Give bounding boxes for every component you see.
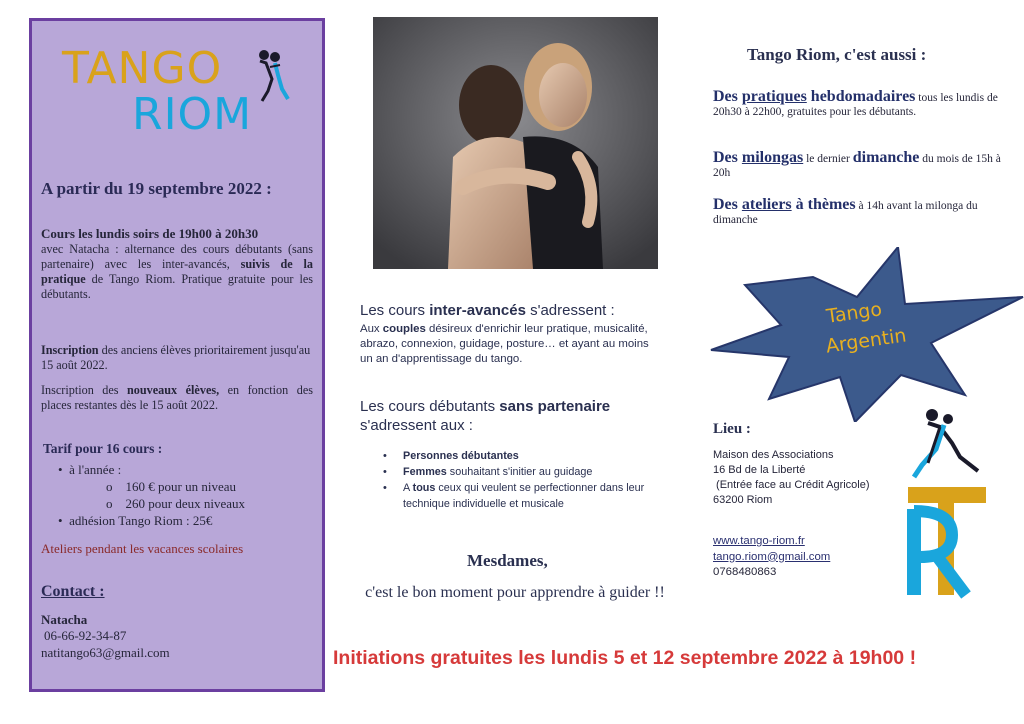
inter-advanced-heading: Les cours inter-avancés s'adressent : bbox=[360, 302, 615, 319]
milongas: Des milongas le dernier dimanche du mois de 15h à 20h bbox=[713, 149, 1001, 179]
list-item: • à l'année : bbox=[58, 462, 122, 477]
logo-riom-text: RIOM bbox=[132, 89, 253, 140]
list-item: o 260 pour deux niveaux bbox=[106, 496, 246, 511]
start-date-heading: A partir du 19 septembre 2022 : bbox=[41, 179, 272, 198]
tango-argentin-star bbox=[705, 247, 1024, 422]
inscription-old-students: Inscription des anciens élèves prioritairement jusqu'au 15 août 2022. bbox=[41, 343, 311, 372]
tarif-heading: Tarif pour 16 cours : bbox=[43, 441, 163, 456]
courses-description: Cours les lundis soirs de 19h00 à 20h30 avec Natacha : alternance des cours débutants (sans partenaire) avec les inter-avancés, suivis de la pratique de Tango Riom. Pratique gratuite pour les débutants. bbox=[41, 226, 313, 301]
dancers-icon bbox=[242, 45, 297, 105]
mesdames-message: c'est le bon moment pour apprendre à guider !! bbox=[365, 584, 665, 601]
email-link[interactable]: tango.riom@gmail.com bbox=[713, 550, 831, 563]
list-item: o 160 € pour un niveau bbox=[106, 479, 236, 494]
rt-logo bbox=[900, 405, 995, 600]
weekly-practices: Des pratiques hebdomadaires tous les lundis de 20h30 à 22h00, gratuites pour les débutants. bbox=[713, 88, 998, 118]
website-link[interactable]: www.tango-riom.fr bbox=[713, 535, 805, 547]
contact-phone[interactable]: 06-66-92-34-87 bbox=[44, 628, 127, 643]
list-item: • Personnes débutantes bbox=[383, 448, 663, 464]
beginners-list bbox=[383, 448, 663, 512]
themed-workshops: Des ateliers à thèmes à 14h avant la milonga du dimanche bbox=[713, 196, 978, 226]
inter-advanced-description: Aux couples désireux d'enrichir leur pratique, musicalité, abrazo, connexion, guidage, posture… et ayant au moins un an d'apprentissage du tango. bbox=[360, 323, 649, 365]
list-item: • adhésion Tango Riom : 25€ bbox=[58, 513, 213, 528]
contact-links bbox=[713, 534, 830, 581]
holiday-workshops-note: Ateliers pendant les vacances scolaires bbox=[41, 541, 244, 556]
location-address: Maison des Associations 16 Bd de la Liberté (Entrée face au Crédit Agricole) 63200 Riom bbox=[713, 449, 870, 506]
list-item: • A tous ceux qui veulent se perfectionner dans leur technique individuelle et musicale bbox=[383, 480, 663, 512]
free-initiations-banner: Initiations gratuites les lundis 5 et 12 septembre 2022 à 19h00 ! bbox=[333, 647, 917, 669]
location-heading: Lieu : bbox=[713, 421, 751, 437]
info-panel bbox=[29, 18, 325, 692]
phone-number: 0768480863 bbox=[713, 566, 777, 578]
contact-heading: Contact : bbox=[41, 583, 105, 600]
tango-riom-logo bbox=[62, 43, 292, 163]
logo-tango-text: TANGO bbox=[62, 43, 223, 94]
tarif-list bbox=[58, 461, 245, 529]
beginners-heading: Les cours débutants sans partenaire s'adressent aux : bbox=[360, 398, 611, 434]
list-item: • Femmes souhaitant s'initier au guidage bbox=[383, 464, 663, 480]
contact-name: Natacha bbox=[41, 612, 88, 627]
star-line-1: Tango bbox=[824, 298, 884, 328]
dancers-photo bbox=[373, 17, 658, 269]
contact-email[interactable]: natitango63@gmail.com bbox=[41, 645, 170, 660]
mesdames-heading: Mesdames, bbox=[467, 551, 548, 570]
right-heading: Tango Riom, c'est aussi : bbox=[747, 45, 927, 64]
inscription-new-students: Inscription des nouveaux élèves, en fonction des places restantes dès le 15 août 2022. bbox=[41, 383, 313, 412]
star-line-2: Argentin bbox=[824, 324, 908, 358]
